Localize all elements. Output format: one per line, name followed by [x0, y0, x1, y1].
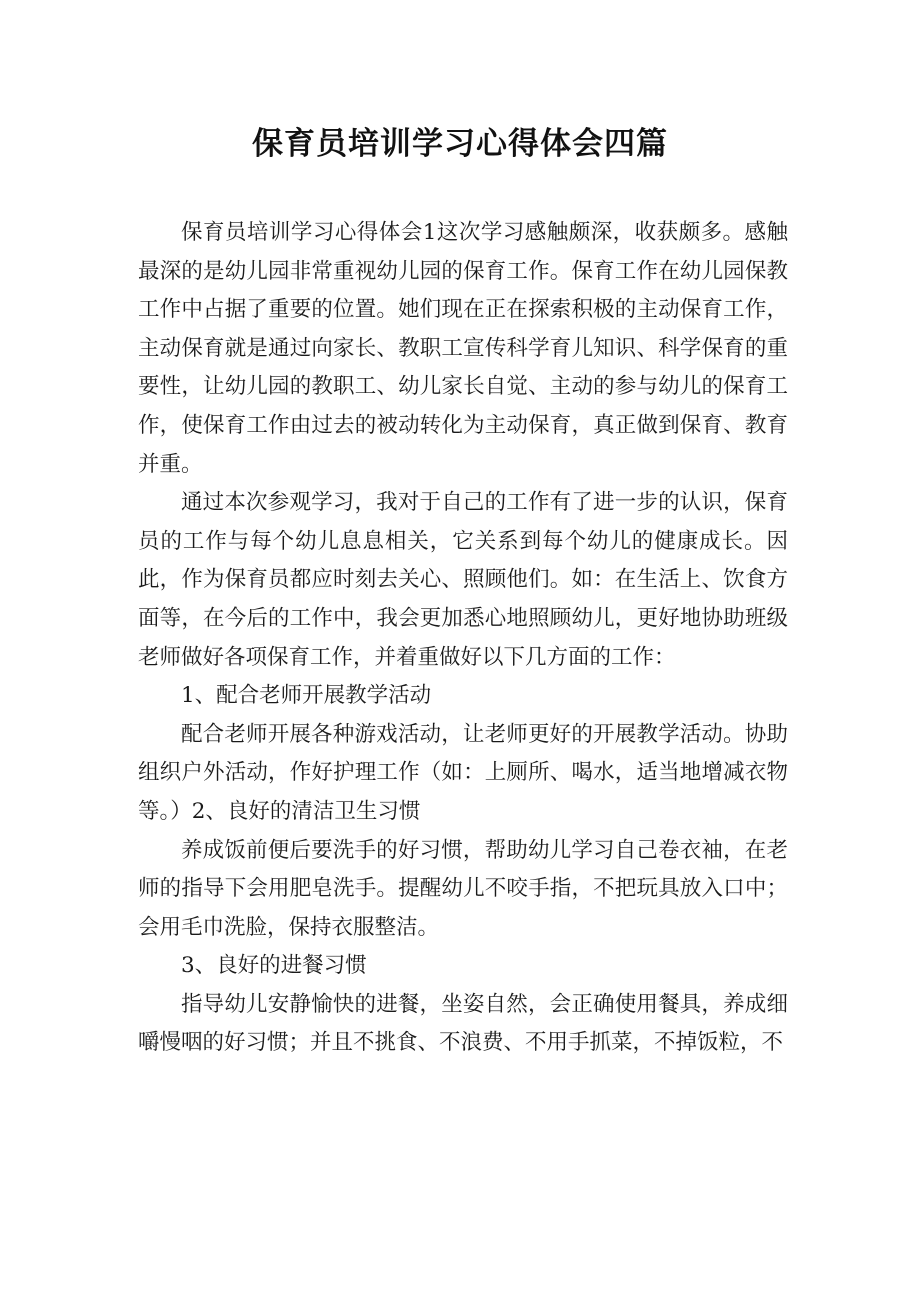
- section-heading-3: 3、良好的进餐习惯: [181, 953, 367, 979]
- paragraph-1: 保育员培训学习心得体会1这次学习感触颇深，收获颇多。感触最深的是幼儿园非常重视幼儿园的保育工作。保育工作在幼儿园保教工作中占据了重要的位置。她们现在正在探索积极的主动保育工作，主动保育就是通过向家长、教职工宣传科学育儿知识、科学保育的重要性，让幼儿园的教职工、幼儿家长自觉、主动的参与幼儿的保育工作，使保育工作由过去的被动转化为主动保育，真正做到保育、教育并重。: [138, 220, 788, 477]
- paragraph-2: 通过本次参观学习，我对于自己的工作有了进一步的认识，保育员的工作与每个幼儿息息相关，它关系到每个幼儿的健康成长。因此，作为保育员都应时刻去关心、照顾他们。如：在生活上、饮食方面等，在今后的工作中，我会更加悉心地照顾幼儿，更好地协助班级老师做好各项保育工作，并着重做好以下几方面的工作：: [138, 490, 788, 670]
- document-body: [138, 214, 788, 1063]
- document-title: 保育员培训学习心得体会四篇: [252, 126, 668, 162]
- paragraph-5: 指导幼儿安静愉快的进餐，坐姿自然，会正确使用餐具，养成细嚼慢咽的好习惯；并且不挑食、不浪费、不用手抓菜，不掉饭粒，不: [138, 991, 788, 1056]
- paragraph-3: 配合老师开展各种游戏活动，让老师更好的开展教学活动。协助组织户外活动，作好护理工作（如：上厕所、喝水，适当地增减衣物等。）2、良好的清洁卫生习惯: [138, 721, 788, 824]
- section-heading-1: 1、配合老师开展教学活动: [181, 683, 432, 709]
- paragraph-4: 养成饭前便后要洗手的好习惯，帮助幼儿学习自己卷衣袖，在老师的指导下会用肥皂洗手。提醒幼儿不咬手指，不把玩具放入口中；会用毛巾洗脸，保持衣服整洁。: [138, 837, 788, 940]
